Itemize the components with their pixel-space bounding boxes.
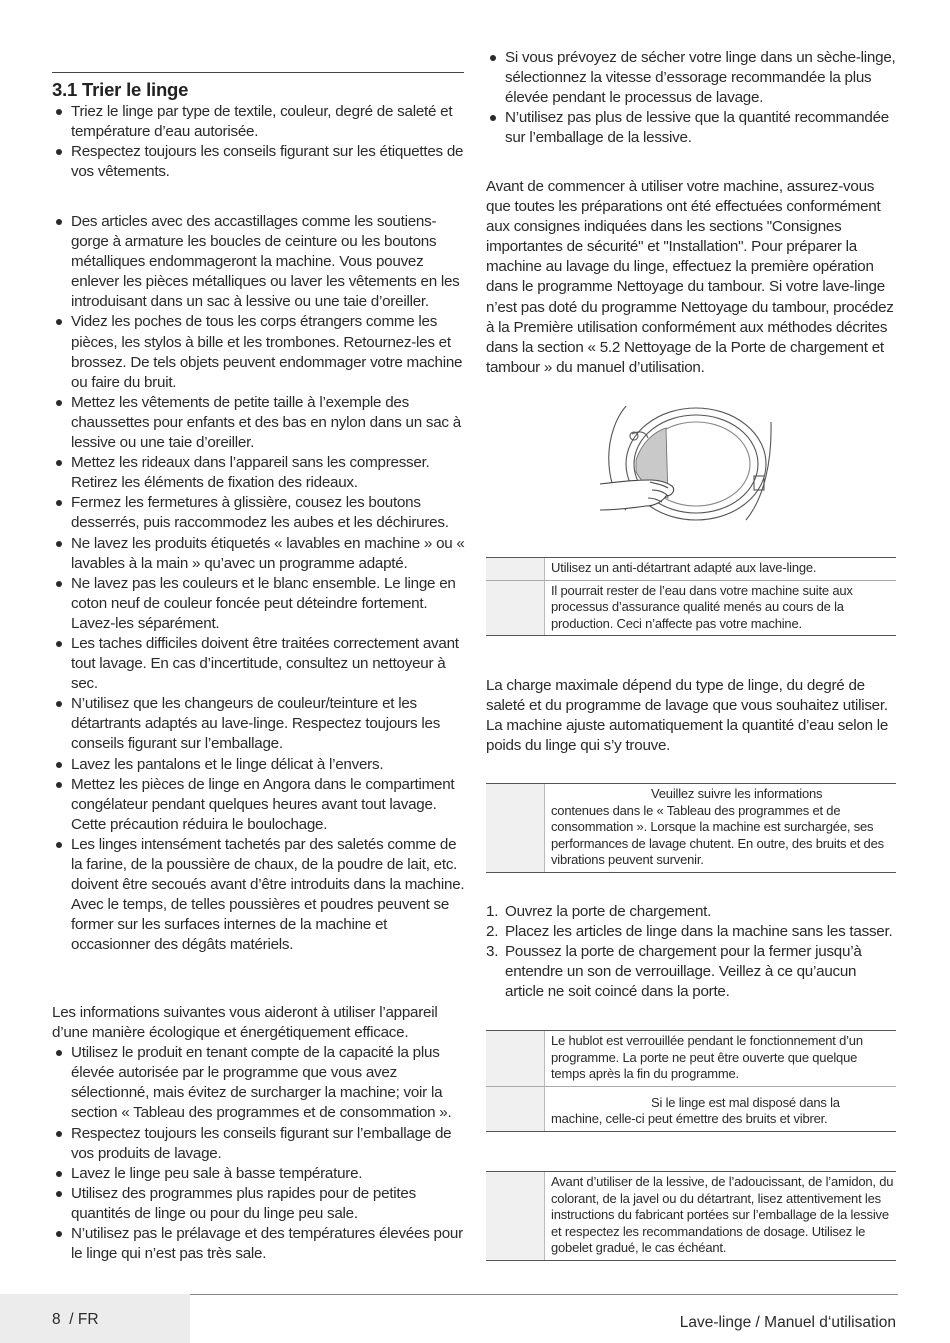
footer-divider xyxy=(190,1294,898,1295)
note-text: Avant d’utiliser de la lessive, de l’adoucissant, de l’amidon, du colorant, de la javel ou du détartrant, lisez attentivement les instructions du fabricant portées sur l’emballage de la lessive et respectez les recommandations de dosage. Utilisez le gobelet gradué, le cas échéant. xyxy=(551,1174,894,1255)
drum-cleaning-illustration xyxy=(596,402,774,530)
step-item: 2. Placez les articles de linge dans la machine sans les tasser. xyxy=(486,923,893,941)
load-paragraph-2: La machine ajuste automatiquement la quantité d’eau selon le poids du linge qui s’y trouve. xyxy=(486,717,889,755)
list-item: Videz les poches de tous les corps étrangers comme les pièces, les stylos à bille et les trombones. Retournez-les et brossez. De tels objets peuvent endommager votre machine ou faire du bruit. xyxy=(52,312,466,392)
note-text-rest: contenues dans le « Tableau des programmes et de consommation ». Lorsque la machine est surchargée, ses performances de lavage chutent. En outre, des bruits et des vibrations peuvent survenir. xyxy=(551,802,884,867)
note-box-3 xyxy=(486,1030,896,1132)
prep-paragraph: Avant de commencer à utiliser votre machine, assurez-vous que toutes les préparations ont été effectuées conformément aux consignes indiquées dans les sections "Consignes importantes de sécurité" et "Installation". Pour préparer la machine au lavage du linge, effectuez la première opération dans le programme Nettoyage du tambour. Si votre lave-linge n’est pas doté du programme Nettoyage du tambour, procédez à la Première utilisation conformément aux méthodes décrites dans la section « 5.2 Nettoyage de la Porte de chargement et tambour » du manuel d’utilisation. xyxy=(486,178,894,376)
page-number-value: 8 xyxy=(52,1311,61,1328)
list-item: Si vous prévoyez de sécher votre linge dans un sèche-linge, sélectionnez la vitesse d’essorage recommandée la plus élevée pendant le processus de lavage. xyxy=(486,48,896,108)
note-tab xyxy=(486,1172,545,1260)
sort-list-b-container xyxy=(52,212,466,955)
eco-list-cont xyxy=(486,48,896,148)
list-item: Lavez le linge peu sale à basse température. xyxy=(52,1164,466,1184)
note-tab xyxy=(486,581,545,636)
note-text-line1: Si le linge est mal disposé dans la xyxy=(651,1094,840,1110)
list-item: Utilisez des programmes plus rapides pour de petites quantités de linge ou pour du linge peu sale. xyxy=(52,1184,466,1224)
note-text: Il pourrait rester de l’eau dans votre machine suite aux processus d’assurance qualité menés au cours de la production. Ceci n’affecte pas votre machine. xyxy=(551,582,853,631)
note-text: Utilisez un anti-détartrant adapté aux lave-linge. xyxy=(551,560,817,575)
eco-container xyxy=(52,1003,466,1264)
list-item: Lavez les pantalons et le linge délicat à l’envers. xyxy=(52,755,466,775)
note-text-line1: Veuillez suivre les informations xyxy=(651,786,823,801)
section-title: 3.1 Trier le linge xyxy=(52,72,464,101)
list-item: Respectez toujours les conseils figurant sur les étiquettes de vos vêtements. xyxy=(52,142,466,182)
list-item: Ne lavez pas les couleurs et le blanc ensemble. Le linge en coton neuf de couleur foncée peut déteindre fortement. Lavez-les séparément. xyxy=(52,574,466,634)
load-paragraph-1: La charge maximale dépend du type de linge, du degré de saleté et du programme de lavage que vous souhaitez utiliser. xyxy=(486,677,888,715)
list-item: Mettez les pièces de linge en Angora dans le compartiment congélateur pendant quelques heures avant tout lavage. Cette précaution réduira le boulochage. xyxy=(52,775,466,835)
note-text: Le hublot est verrouillée pendant le fonctionnement d’un programme. La porte ne peut être ouverte que quelque temps après la fin du programme. xyxy=(551,1033,863,1081)
sort-list-b xyxy=(52,212,466,955)
list-item: Mettez les vêtements de petite taille à l’exemple des chaussettes pour enfants et des bas en nylon dans un sac à lessive ou une taie d’oreiller. xyxy=(52,393,466,453)
list-item: N’utilisez pas le prélavage et des températures élevées pour le linge qui n’est pas très sale. xyxy=(52,1224,466,1264)
note-tab xyxy=(486,558,545,580)
page-number xyxy=(52,1311,99,1329)
list-item: N’utilisez que les changeurs de couleur/teinture et les détartrants adaptés au lave-linge. Respectez toujours les conseils figurant sur l’emballage. xyxy=(52,694,466,754)
list-item: Fermez les fermetures à glissière, cousez les boutons desserrés, puis raccommodez les aubes et les déchirures. xyxy=(52,493,466,533)
note-box-2 xyxy=(486,783,896,873)
note-tab xyxy=(486,1087,545,1131)
note-box-4 xyxy=(486,1171,896,1261)
step-item: 1. Ouvrez la porte de chargement. xyxy=(486,903,712,920)
page-language: / FR xyxy=(69,1311,99,1328)
list-item: Mettez les rideaux dans l’appareil sans les compresser. Retirez les éléments de fixation des rideaux. xyxy=(52,453,466,493)
list-item: Respectez toujours les conseils figurant sur l’emballage de vos produits de lavage. xyxy=(52,1124,466,1164)
list-item: Triez le linge par type de textile, couleur, degré de saleté et température d’eau autorisée. xyxy=(52,102,466,142)
sort-list-a xyxy=(52,102,466,182)
steps-list xyxy=(486,902,896,1002)
note-tab xyxy=(486,1031,545,1086)
steps-container xyxy=(486,902,896,1002)
list-item: N’utilisez pas plus de lessive que la quantité recommandée sur l’emballage de la lessive. xyxy=(486,108,896,148)
list-item: Utilisez le produit en tenant compte de la capacité la plus élevée autorisée par le programme que vous avez sélectionné, mais évitez de surcharger la machine; voir la section « Tableau des programmes et de consommation ». xyxy=(52,1043,466,1123)
note-text xyxy=(545,1087,896,1131)
note-text xyxy=(545,784,896,872)
note-text-rest: machine, celle-ci peut émettre des bruits et vibrer. xyxy=(551,1111,828,1126)
note-box-1 xyxy=(486,557,896,636)
eco-intro: Les informations suivantes vous aideront à utiliser l’appareil d’une manière écologique et énergétiquement efficace. xyxy=(52,1004,438,1042)
footer-doc-title: Lave-linge / Manuel d‘utilisation xyxy=(679,1314,896,1331)
note-tab xyxy=(486,784,545,872)
list-item: Des articles avec des accastillages comme les soutiens-gorge à armature les boucles de ceinture ou les boutons métalliques endommageront la machine. Vous pouvez enlever les pièces métalliques ou laver les vêtements en les introduisant dans un sac à lessive ou une taie d’oreiller. xyxy=(52,212,466,312)
list-item: Les linges intensément tachetés par des saletés comme de la farine, de la poussière de chaux, de la poudre de lait, etc. doivent être secoués avant d’être introduits dans la machine. Avec le temps, de telles poussières et poudres peuvent se former sur les surfaces internes de la machine et occasionner des dégâts matériels. xyxy=(52,835,466,956)
sort-list-a-container xyxy=(52,102,466,182)
list-item: Les taches difficiles doivent être traitées correctement avant tout lavage. En cas d’incertitude, consultez un nettoyeur à sec. xyxy=(52,634,466,694)
eco-list xyxy=(52,1043,466,1264)
step-item: 3. Poussez la porte de chargement pour la fermer jusqu’à entendre un son de verrouillage. Veillez à ce qu’aucun article ne soit coincé dans la porte. xyxy=(486,943,862,1001)
list-item: Ne lavez les produits étiquetés « lavables en machine » ou « lavables à la main » qu’avec un programme adapté. xyxy=(52,534,466,574)
load-container xyxy=(486,676,896,756)
eco-list-cont-container xyxy=(486,48,896,148)
